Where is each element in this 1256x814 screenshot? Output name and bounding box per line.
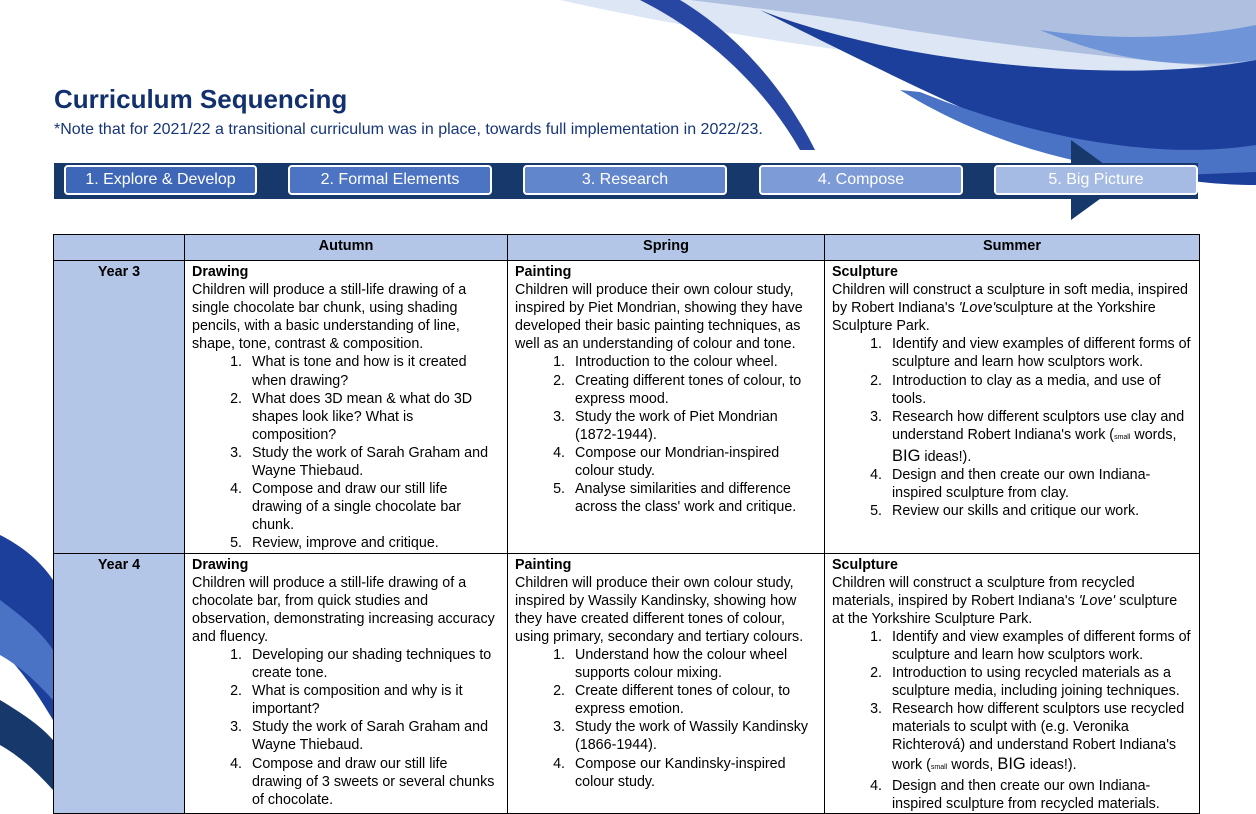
list-item: 4. Design and then create our own Indiana-inspired sculpture from recycled materials. xyxy=(886,777,1193,813)
unit-intro: Children will produce their own colour study, inspired by Wassily Kandinsky, showing how they have created different tones of colour, using primary, secondary and tertiary colours. xyxy=(515,574,804,645)
list-item: 1. Introduction to the colour wheel. xyxy=(569,353,818,371)
list-item: 2. Introduction to clay as a media, and use of tools. xyxy=(886,372,1193,408)
page-title: Curriculum Sequencing xyxy=(54,84,348,114)
stage-bar xyxy=(54,163,1198,199)
list-item: 2. Introduction to using recycled materials as a sculpture media, including joining techniques. xyxy=(886,664,1193,700)
unit-heading: Drawing xyxy=(192,556,249,573)
year3-spring-cell xyxy=(508,261,825,554)
unit-intro xyxy=(832,281,1193,335)
list-item: 3. Study the work of Sarah Graham and Wayne Thiebaud. xyxy=(246,444,501,480)
intro-text: sculpture at the Yorkshire Sculpture Park. xyxy=(832,592,1178,627)
item-text: ideas!). xyxy=(1025,756,1077,773)
intro-text: Children will construct a sculpture in soft media, inspired by Robert Indiana's xyxy=(832,282,1188,317)
list-item: 1. Identify and view examples of different forms of sculpture and learn how sculptors work. xyxy=(886,335,1193,371)
unit-heading: Painting xyxy=(515,556,572,573)
list-item: 2. Creating different tones of colour, to express mood. xyxy=(569,372,818,408)
lesson-list xyxy=(515,646,818,791)
header-autumn: Autumn xyxy=(185,235,508,261)
header-summer: Summer xyxy=(825,235,1200,261)
lesson-list xyxy=(832,335,1193,520)
small-word: small xyxy=(930,763,948,771)
item-text: Research how different sculptors use recycled materials to sculpt with (e.g. Veronika Richterová) and understand Robert Indiana's work ( xyxy=(892,701,1185,773)
list-item: 3. Study the work of Wassily Kandinsky (1866-1944). xyxy=(569,718,818,754)
list-item: 1. Identify and view examples of different forms of sculpture and learn how sculptors work. xyxy=(886,628,1193,664)
list-item: 4. Compose and draw our still life drawing of a single chocolate bar chunk. xyxy=(246,480,501,534)
lesson-list xyxy=(515,353,818,516)
unit-heading: Sculpture xyxy=(832,556,898,573)
list-item: 1. Understand how the colour wheel supports colour mixing. xyxy=(569,646,818,682)
stage-compose[interactable]: 4. Compose xyxy=(759,165,963,195)
unit-heading: Sculpture xyxy=(832,264,898,280)
year-label: Year 4 xyxy=(54,553,185,813)
lesson-list xyxy=(192,646,501,809)
list-item: 1. Developing our shading techniques to create tone. xyxy=(246,646,501,682)
list-item: 5. Review, improve and critique. xyxy=(246,534,501,552)
list-item xyxy=(886,700,1193,776)
list-item: 2. What is composition and why is it important? xyxy=(246,682,501,718)
list-item: 4. Compose our Mondrian-inspired colour study. xyxy=(569,444,818,480)
item-text: words, xyxy=(1130,426,1177,443)
year4-summer-cell xyxy=(825,553,1200,813)
unit-intro: Children will produce a still-life drawing of a chocolate bar, from quick studies and observation, demonstrating increasing accuracy and fluency. xyxy=(192,574,495,645)
lesson-list xyxy=(832,628,1193,813)
unit-intro: Children will produce their own colour study, inspired by Piet Mondrian, showing they have developed their basic painting techniques, as well as an understanding of colour and tone. xyxy=(515,282,803,353)
year4-spring-cell xyxy=(508,553,825,813)
header-blank xyxy=(54,235,185,261)
year3-autumn-cell xyxy=(185,261,508,554)
intro-text: Children will construct a sculpture from recycled materials, inspired by Robert Indiana's xyxy=(832,574,1135,609)
big-word: BIG xyxy=(997,754,1026,773)
list-item: 3. Study the work of Piet Mondrian (1872-1944). xyxy=(569,408,818,444)
item-text: ideas!). xyxy=(920,448,972,465)
list-item: 3. Study the work of Sarah Graham and Wayne Thiebaud. xyxy=(246,718,501,754)
list-item: 5. Analyse similarities and difference across the class' work and critique. xyxy=(569,480,818,516)
item-text: Research how different sculptors use clay and understand Robert Indiana's work ( xyxy=(892,408,1185,443)
stage-explore-develop[interactable]: 1. Explore & Develop xyxy=(64,165,257,195)
implementation-note: *Note that for 2021/22 a transitional curriculum was in place, towards full implementation in 2022/23. xyxy=(54,121,763,138)
year-label: Year 3 xyxy=(54,261,185,554)
table-header-row xyxy=(54,235,1200,261)
intro-emphasis: 'Love' xyxy=(1078,592,1116,609)
big-word: BIG xyxy=(892,446,921,465)
table-row-year-4 xyxy=(54,553,1200,813)
list-item xyxy=(886,408,1193,466)
intro-emphasis: 'Love' xyxy=(958,300,996,317)
list-item: 4. Compose our Kandinsky-inspired colour study. xyxy=(569,755,818,791)
table-row-year-3 xyxy=(54,261,1200,554)
stage-formal-elements[interactable]: 2. Formal Elements xyxy=(288,165,492,195)
list-item: 2. Create different tones of colour, to express emotion. xyxy=(569,682,818,718)
list-item: 4. Design and then create our own Indiana-inspired sculpture from clay. xyxy=(886,466,1193,502)
unit-intro xyxy=(832,574,1193,628)
list-item: 2. What does 3D mean & what do 3D shapes look like? What is composition? xyxy=(246,390,501,444)
small-word: small xyxy=(1114,433,1131,441)
header-spring: Spring xyxy=(508,235,825,261)
unit-heading: Drawing xyxy=(192,264,249,280)
year3-summer-cell xyxy=(825,261,1200,554)
lesson-list xyxy=(192,353,501,552)
list-item: 5. Review our skills and critique our work. xyxy=(886,502,1193,520)
list-item: 1. What is tone and how is it created when drawing? xyxy=(246,353,501,389)
unit-intro: Children will produce a still-life drawing of a single chocolate bar chunk, using shading pencils, with a basic understanding of line, shape, tone, contrast & composition. xyxy=(192,282,467,353)
stage-research[interactable]: 3. Research xyxy=(523,165,727,195)
unit-heading: Painting xyxy=(515,264,572,280)
year4-autumn-cell xyxy=(185,553,508,813)
item-text: words, xyxy=(947,756,998,773)
stage-big-picture[interactable]: 5. Big Picture xyxy=(994,165,1198,195)
list-item: 4. Compose and draw our still life drawing of 3 sweets or several chunks of chocolate. xyxy=(246,755,501,809)
intro-text: sculpture at the Yorkshire Sculpture Park. xyxy=(832,300,1156,335)
curriculum-table xyxy=(53,234,1200,814)
